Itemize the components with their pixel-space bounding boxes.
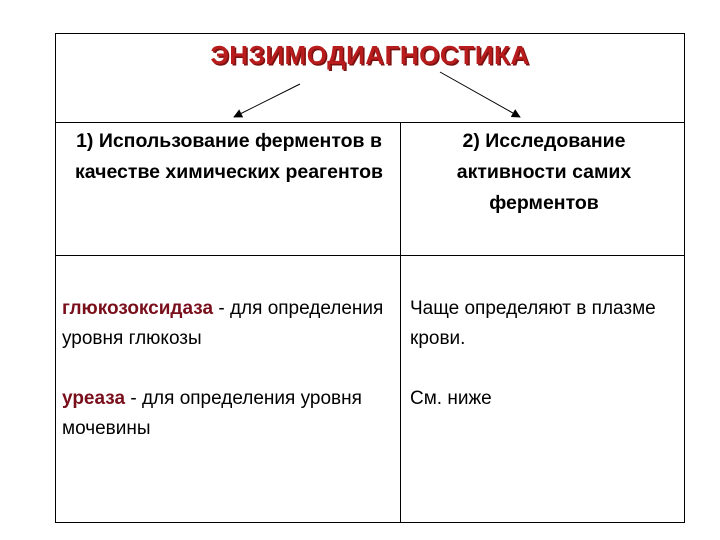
body-row [56, 256, 684, 524]
header-row [56, 123, 684, 256]
term-glucose-oxidase: глюкозоксидаза [62, 298, 214, 319]
column-divider [400, 123, 401, 522]
list-item-urease [62, 384, 396, 444]
title-row [56, 34, 684, 123]
spacer [62, 354, 396, 384]
glucose-oxidase-description: - для определения уровня глюкозы [62, 298, 384, 349]
enzyme-diagnostics-table [55, 33, 685, 523]
plasma-note: Чаще определяют в плазме крови. [410, 298, 656, 349]
urease-description: - для определения уровня мочевины [62, 388, 362, 439]
left-column-header: 1) Использование ферментов в качестве химических реагентов [75, 130, 383, 183]
right-column-header: 2) Исследование активности самих ферментов [456, 130, 632, 214]
left-column-body [62, 294, 396, 444]
term-urease: уреаза [62, 388, 126, 409]
see-below-note: См. ниже [410, 388, 492, 409]
list-item-glucose-oxidase [62, 294, 396, 354]
spacer [410, 354, 680, 384]
slide-title: ЭНЗИМОДИАГНОСТИКА [210, 40, 530, 70]
right-column-body [410, 294, 680, 414]
